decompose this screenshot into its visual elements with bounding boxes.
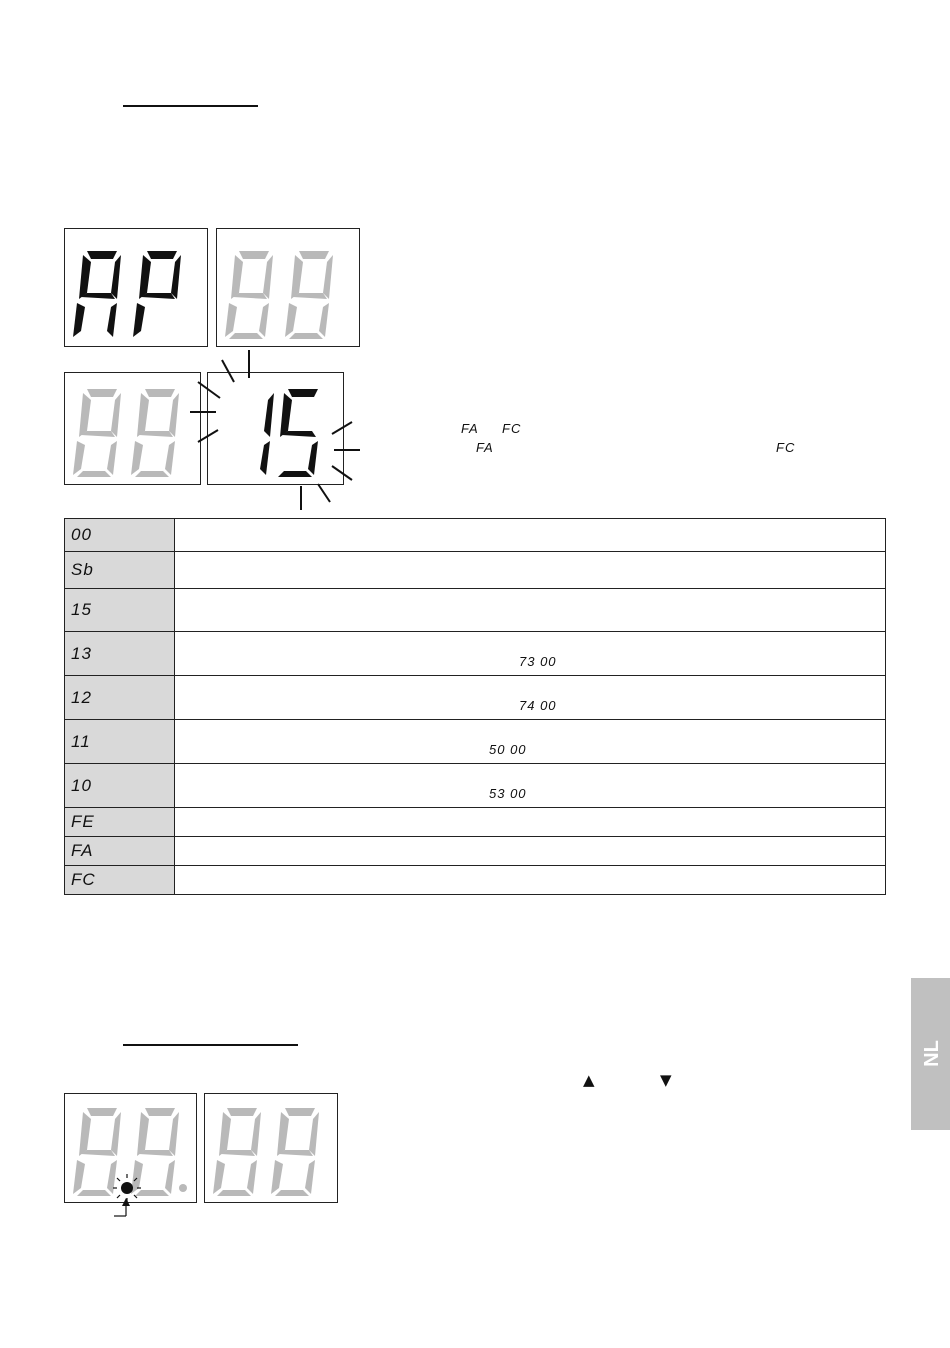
inline-value: 53 00 bbox=[489, 786, 527, 801]
table-row bbox=[65, 764, 886, 808]
desc-cell bbox=[175, 589, 886, 632]
section-heading-underline-2 bbox=[123, 1044, 298, 1046]
table-row bbox=[65, 720, 886, 764]
table-row bbox=[65, 519, 886, 552]
code-cell: 15 bbox=[65, 589, 175, 632]
inline-code-fa: FA bbox=[461, 421, 479, 436]
up-arrow-icon: ▲ bbox=[583, 1071, 595, 1089]
table-row bbox=[65, 676, 886, 720]
desc-cell bbox=[175, 519, 886, 552]
table-row bbox=[65, 632, 886, 676]
inline-code-fc: FC bbox=[502, 421, 522, 436]
inline-value: 74 00 bbox=[519, 698, 557, 713]
desc-cell bbox=[175, 808, 886, 837]
blinking-dot-icon bbox=[121, 1182, 133, 1194]
code-cell: FA bbox=[65, 837, 175, 866]
table-row bbox=[65, 837, 886, 866]
desc-cell bbox=[175, 676, 886, 720]
display-panel-88-mid bbox=[64, 372, 201, 485]
desc-cell bbox=[175, 552, 886, 589]
language-tab-label: NL bbox=[920, 1040, 943, 1067]
inline-code-fc-2: FC bbox=[776, 440, 796, 455]
code-cell: FE bbox=[65, 808, 175, 837]
desc-cell bbox=[175, 837, 886, 866]
desc-cell bbox=[175, 764, 886, 808]
table-row bbox=[65, 808, 886, 837]
desc-cell bbox=[175, 866, 886, 895]
code-cell: 00 bbox=[65, 519, 175, 552]
code-cell: FC bbox=[65, 866, 175, 895]
display-panel-bottom-left bbox=[64, 1093, 197, 1203]
display-panel-bottom-right bbox=[204, 1093, 338, 1203]
table-row bbox=[65, 552, 886, 589]
seven-segment-unlit bbox=[205, 1094, 339, 1204]
display-panel-88-top bbox=[216, 228, 360, 347]
inline-value: 73 00 bbox=[519, 654, 557, 669]
error-code-table bbox=[64, 518, 886, 895]
section-heading-underline-1 bbox=[123, 105, 258, 107]
inline-code-fa-2: FA bbox=[476, 440, 494, 455]
desc-cell bbox=[175, 720, 886, 764]
blink-rays-icon bbox=[190, 350, 550, 510]
inline-value: 50 00 bbox=[489, 742, 527, 757]
code-cell: Sb bbox=[65, 552, 175, 589]
pointer-arrow-icon bbox=[112, 1198, 142, 1220]
code-cell: 13 bbox=[65, 632, 175, 676]
code-cell: 10 bbox=[65, 764, 175, 808]
down-arrow-icon: ▼ bbox=[660, 1071, 672, 1089]
language-tab bbox=[911, 978, 950, 1130]
desc-cell bbox=[175, 632, 886, 676]
display-panel-ap bbox=[64, 228, 208, 347]
table-row bbox=[65, 866, 886, 895]
seven-segment-ap bbox=[65, 229, 209, 348]
seven-segment-unlit bbox=[217, 229, 361, 348]
table-row bbox=[65, 589, 886, 632]
seven-segment-unlit bbox=[65, 1094, 198, 1204]
code-cell: 12 bbox=[65, 676, 175, 720]
seven-segment-unlit bbox=[65, 373, 202, 486]
code-cell: 11 bbox=[65, 720, 175, 764]
